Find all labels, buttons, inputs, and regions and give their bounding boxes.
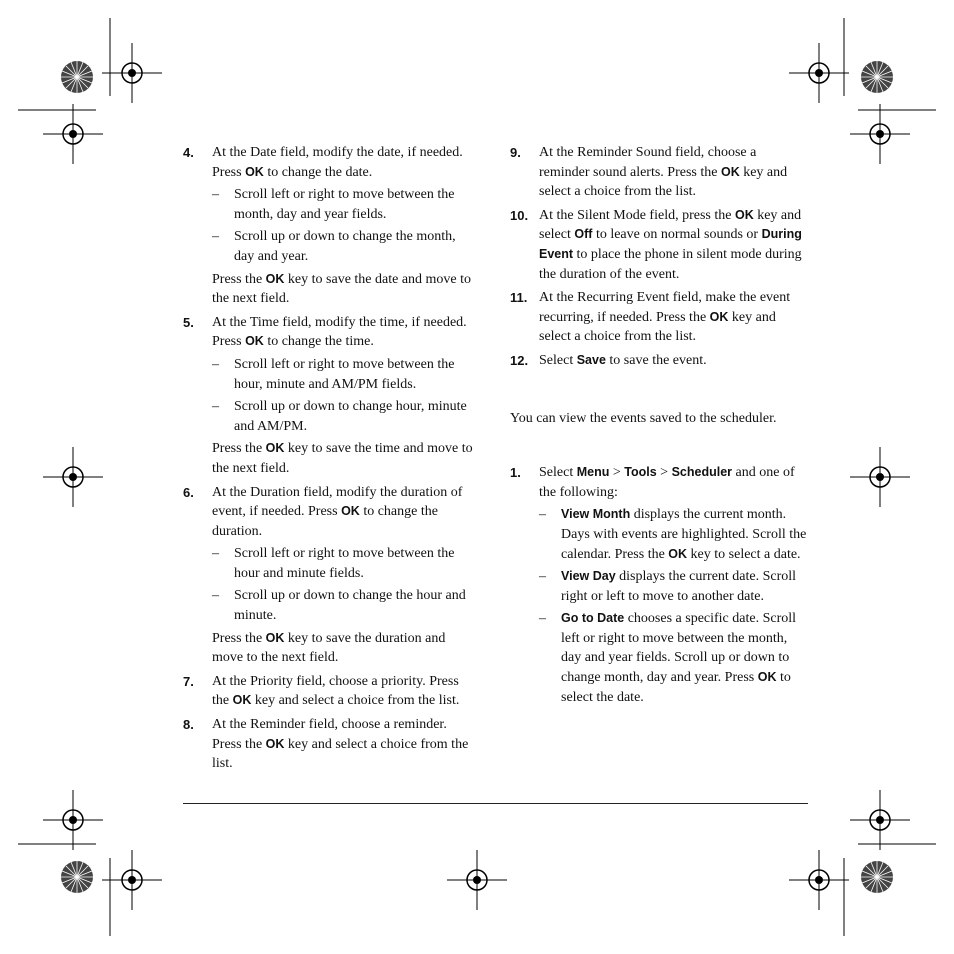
sub-item: – Scroll left or right to move between the month, day and year fields.: [212, 187, 455, 222]
step-text: At the Recurring Event field, make the event recurring, if needed. Press the OK key and select a choice from the list.: [539, 290, 791, 345]
step-number: 1.: [510, 465, 521, 481]
step-text: At the Reminder field, choose a reminder. Press the OK key and select a choice from the list.: [212, 717, 469, 772]
step-number: 7.: [183, 673, 194, 689]
sub-item: – Scroll up or down to change the month, day and year.: [212, 229, 456, 264]
step-number: 5.: [183, 314, 194, 330]
step-continuation: Press the OK key to save the duration and move to the next field.: [212, 630, 446, 666]
step-5: [183, 313, 479, 479]
step-continuation: Press the OK key to save the date and move to the next field.: [212, 271, 472, 307]
step-text: At the Priority field, choose a priority. Press the OK key and select a choice from the list.: [212, 673, 460, 709]
step-number: 10.: [510, 207, 529, 223]
intro-paragraph: You can view the events saved to the scheduler.: [510, 410, 777, 426]
step-text: Select Save to save the event.: [539, 352, 707, 368]
footer-rule: [183, 803, 808, 804]
sub-item: – Scroll up or down to change the hour and minute.: [212, 588, 466, 624]
sub-item: – Scroll left or right to move between the hour and minute fields.: [212, 546, 455, 581]
step-6: [183, 483, 479, 668]
step-12: [510, 351, 810, 371]
step-number: 11.: [510, 290, 528, 306]
sub-item: – Scroll left or right to move between the hour, minute and AM/PM fields.: [212, 356, 455, 392]
left-column: [183, 143, 479, 778]
step-4: [183, 143, 479, 309]
step-11: [510, 288, 810, 347]
step-number: 8.: [183, 717, 194, 733]
step-text: At the Time field, modify the time, if needed. Press OK to change the time.: [212, 314, 467, 350]
sub-item-view-day: – View Day displays the current date. Scroll right or left to move to another date.: [539, 569, 797, 604]
step-8: [183, 715, 479, 774]
step-9: [510, 143, 810, 202]
step-number: 4.: [183, 145, 194, 160]
step-number: 9.: [510, 145, 521, 160]
right-column: [510, 143, 810, 711]
step-text: Select Menu > Tools > Scheduler and one of the following:: [539, 465, 795, 500]
step-text: At the Silent Mode field, press the OK key and select Off to leave on normal sounds or During Event to place the phone in silent mode during the duration of the event.: [539, 207, 802, 282]
step-continuation: Press the OK key to save the time and move to the next field.: [212, 441, 473, 476]
ok-key: OK: [245, 164, 264, 179]
step-text: At the Date field, modify the date, if needed. Press OK to change the date.: [212, 145, 463, 180]
step-text: At the Reminder Sound field, choose a reminder sound alerts. Press the OK key and select a choice from the list.: [539, 145, 788, 200]
step-number: 12.: [510, 352, 529, 368]
step-text: At the Duration field, modify the duration of event, if needed. Press OK to change the duration.: [212, 484, 463, 539]
step-number: 6.: [183, 484, 194, 500]
sub-item-view-month: – View Month displays the current month. Days with events are highlighted. Scroll the calendar. Press the OK key to select a date.: [539, 507, 807, 562]
step-10: [510, 206, 810, 284]
view-step-1: [510, 463, 810, 707]
step-7: [183, 672, 479, 711]
sub-item-go-to-date: – Go to Date chooses a specific date. Scroll left or right to move between the month, day and year fields. Scroll up or down to change month, day and year. Press OK to select the date.: [539, 611, 797, 705]
sub-item: – Scroll up or down to change hour, minute and AM/PM.: [212, 399, 467, 434]
